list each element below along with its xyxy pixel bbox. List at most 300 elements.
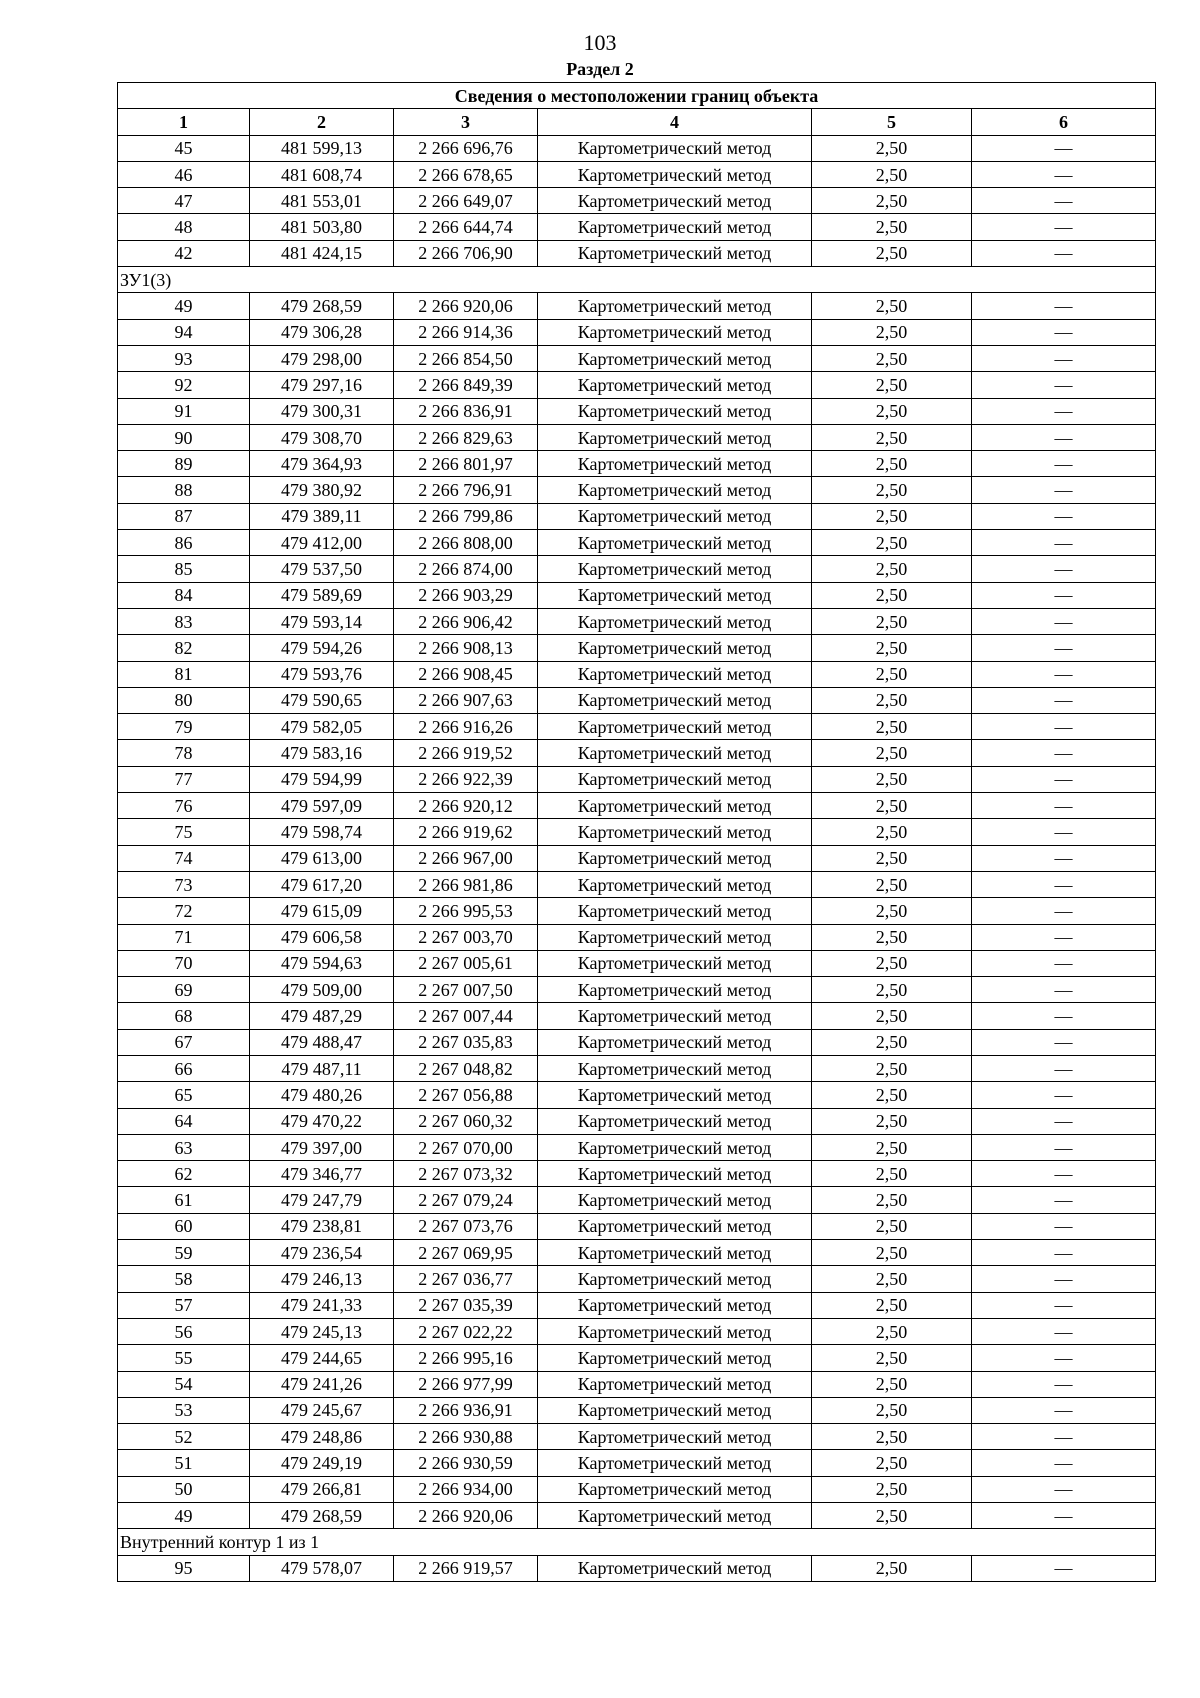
accuracy-cell: 2,50	[812, 556, 972, 582]
table-row	[118, 1187, 1156, 1213]
accuracy-cell: 2,50	[812, 1397, 972, 1423]
method-cell: Картометрический метод	[538, 1108, 812, 1134]
table-row	[118, 451, 1156, 477]
x-coordinate-cell: 479 241,33	[250, 1292, 394, 1318]
method-cell: Картометрический метод	[538, 451, 812, 477]
table-row	[118, 240, 1156, 266]
point-number-cell: 46	[118, 161, 250, 187]
y-coordinate-cell: 2 266 836,91	[394, 398, 538, 424]
x-coordinate-cell: 481 553,01	[250, 188, 394, 214]
accuracy-cell: 2,50	[812, 530, 972, 556]
method-cell: Картометрический метод	[538, 1240, 812, 1266]
y-coordinate-cell: 2 266 919,52	[394, 740, 538, 766]
accuracy-cell: 2,50	[812, 1318, 972, 1344]
x-coordinate-cell: 479 397,00	[250, 1134, 394, 1160]
note-cell: —	[972, 451, 1156, 477]
y-coordinate-cell: 2 267 005,61	[394, 950, 538, 976]
method-cell: Картометрический метод	[538, 793, 812, 819]
table-row	[118, 1213, 1156, 1239]
table-row	[118, 1450, 1156, 1476]
table-row	[118, 188, 1156, 214]
table-row	[118, 1397, 1156, 1423]
table-row	[118, 687, 1156, 713]
accuracy-cell: 2,50	[812, 1082, 972, 1108]
accuracy-cell: 2,50	[812, 1003, 972, 1029]
method-cell: Картометрический метод	[538, 530, 812, 556]
x-coordinate-cell: 479 590,65	[250, 687, 394, 713]
group-label: ЗУ1(3)	[118, 267, 1156, 293]
x-coordinate-cell: 479 594,99	[250, 766, 394, 792]
note-cell: —	[972, 188, 1156, 214]
table-row	[118, 1108, 1156, 1134]
x-coordinate-cell: 479 346,77	[250, 1161, 394, 1187]
note-cell: —	[972, 345, 1156, 371]
note-cell: —	[972, 740, 1156, 766]
note-cell: —	[972, 1003, 1156, 1029]
point-number-cell: 50	[118, 1476, 250, 1502]
table-row	[118, 1292, 1156, 1318]
point-number-cell: 89	[118, 451, 250, 477]
table-row	[118, 845, 1156, 871]
note-cell: —	[972, 1476, 1156, 1502]
table-row	[118, 1266, 1156, 1292]
y-coordinate-cell: 2 267 070,00	[394, 1134, 538, 1160]
point-number-cell: 49	[118, 1503, 250, 1529]
note-cell: —	[972, 871, 1156, 897]
method-cell: Картометрический метод	[538, 240, 812, 266]
note-cell: —	[972, 1082, 1156, 1108]
accuracy-cell: 2,50	[812, 819, 972, 845]
note-cell: —	[972, 793, 1156, 819]
method-cell: Картометрический метод	[538, 372, 812, 398]
section-title: Раздел 2	[566, 59, 634, 79]
column-header: 6	[972, 109, 1156, 135]
table-row	[118, 898, 1156, 924]
note-cell: —	[972, 1503, 1156, 1529]
method-cell: Картометрический метод	[538, 1450, 812, 1476]
method-cell: Картометрический метод	[538, 1134, 812, 1160]
x-coordinate-cell: 479 480,26	[250, 1082, 394, 1108]
method-cell: Картометрический метод	[538, 608, 812, 634]
point-number-cell: 49	[118, 293, 250, 319]
accuracy-cell: 2,50	[812, 871, 972, 897]
y-coordinate-cell: 2 266 967,00	[394, 845, 538, 871]
table-row	[118, 214, 1156, 240]
x-coordinate-cell: 479 297,16	[250, 372, 394, 398]
note-cell: —	[972, 582, 1156, 608]
x-coordinate-cell: 479 238,81	[250, 1213, 394, 1239]
table-row	[118, 135, 1156, 161]
point-number-cell: 57	[118, 1292, 250, 1318]
table-row	[118, 1318, 1156, 1344]
y-coordinate-cell: 2 266 907,63	[394, 687, 538, 713]
point-number-cell: 70	[118, 950, 250, 976]
point-number-cell: 85	[118, 556, 250, 582]
point-number-cell: 51	[118, 1450, 250, 1476]
note-cell: —	[972, 977, 1156, 1003]
point-number-cell: 62	[118, 1161, 250, 1187]
y-coordinate-cell: 2 266 919,62	[394, 819, 538, 845]
point-number-cell: 83	[118, 608, 250, 634]
note-cell: —	[972, 1240, 1156, 1266]
point-number-cell: 59	[118, 1240, 250, 1266]
point-number-cell: 81	[118, 661, 250, 687]
accuracy-cell: 2,50	[812, 898, 972, 924]
point-number-cell: 55	[118, 1345, 250, 1371]
table-row	[118, 556, 1156, 582]
point-number-cell: 77	[118, 766, 250, 792]
method-cell: Картометрический метод	[538, 898, 812, 924]
accuracy-cell: 2,50	[812, 214, 972, 240]
accuracy-cell: 2,50	[812, 1503, 972, 1529]
method-cell: Картометрический метод	[538, 477, 812, 503]
table-row	[118, 740, 1156, 766]
accuracy-cell: 2,50	[812, 687, 972, 713]
method-cell: Картометрический метод	[538, 293, 812, 319]
accuracy-cell: 2,50	[812, 503, 972, 529]
method-cell: Картометрический метод	[538, 1266, 812, 1292]
y-coordinate-cell: 2 266 829,63	[394, 424, 538, 450]
x-coordinate-cell: 479 246,13	[250, 1266, 394, 1292]
point-number-cell: 52	[118, 1424, 250, 1450]
point-number-cell: 93	[118, 345, 250, 371]
point-number-cell: 86	[118, 530, 250, 556]
table-row	[118, 1082, 1156, 1108]
accuracy-cell: 2,50	[812, 714, 972, 740]
table-row	[118, 530, 1156, 556]
note-cell: —	[972, 135, 1156, 161]
y-coordinate-cell: 2 266 995,53	[394, 898, 538, 924]
x-coordinate-cell: 479 268,59	[250, 293, 394, 319]
accuracy-cell: 2,50	[812, 766, 972, 792]
point-number-cell: 78	[118, 740, 250, 766]
note-cell: —	[972, 1450, 1156, 1476]
method-cell: Картометрический метод	[538, 345, 812, 371]
y-coordinate-cell: 2 267 073,32	[394, 1161, 538, 1187]
accuracy-cell: 2,50	[812, 240, 972, 266]
table-row	[118, 161, 1156, 187]
point-number-cell: 84	[118, 582, 250, 608]
method-cell: Картометрический метод	[538, 556, 812, 582]
accuracy-cell: 2,50	[812, 1266, 972, 1292]
accuracy-cell: 2,50	[812, 188, 972, 214]
accuracy-cell: 2,50	[812, 1187, 972, 1213]
table-row	[118, 1161, 1156, 1187]
method-cell: Картометрический метод	[538, 319, 812, 345]
y-coordinate-cell: 2 266 916,26	[394, 714, 538, 740]
x-coordinate-cell: 479 389,11	[250, 503, 394, 529]
note-cell: —	[972, 398, 1156, 424]
accuracy-cell: 2,50	[812, 345, 972, 371]
accuracy-cell: 2,50	[812, 424, 972, 450]
accuracy-cell: 2,50	[812, 950, 972, 976]
x-coordinate-cell: 479 578,07	[250, 1555, 394, 1581]
note-cell: —	[972, 530, 1156, 556]
x-coordinate-cell: 479 582,05	[250, 714, 394, 740]
method-cell: Картометрический метод	[538, 924, 812, 950]
method-cell: Картометрический метод	[538, 740, 812, 766]
table-row	[118, 766, 1156, 792]
accuracy-cell: 2,50	[812, 1292, 972, 1318]
point-number-cell: 42	[118, 240, 250, 266]
table-row	[118, 1345, 1156, 1371]
accuracy-cell: 2,50	[812, 1029, 972, 1055]
table-row	[118, 1555, 1156, 1581]
note-cell: —	[972, 1134, 1156, 1160]
method-cell: Картометрический метод	[538, 1503, 812, 1529]
point-number-cell: 71	[118, 924, 250, 950]
method-cell: Картометрический метод	[538, 1292, 812, 1318]
y-coordinate-cell: 2 266 874,00	[394, 556, 538, 582]
point-number-cell: 56	[118, 1318, 250, 1344]
accuracy-cell: 2,50	[812, 451, 972, 477]
table-row	[118, 793, 1156, 819]
method-cell: Картометрический метод	[538, 1476, 812, 1502]
y-coordinate-cell: 2 266 678,65	[394, 161, 538, 187]
note-cell: —	[972, 819, 1156, 845]
point-number-cell: 82	[118, 635, 250, 661]
accuracy-cell: 2,50	[812, 1450, 972, 1476]
note-cell: —	[972, 240, 1156, 266]
table-row	[118, 1424, 1156, 1450]
x-coordinate-cell: 479 380,92	[250, 477, 394, 503]
table-row	[118, 1503, 1156, 1529]
x-coordinate-cell: 481 608,74	[250, 161, 394, 187]
table-row	[118, 1055, 1156, 1081]
x-coordinate-cell: 479 268,59	[250, 1503, 394, 1529]
accuracy-cell: 2,50	[812, 398, 972, 424]
group-label: Внутренний контур 1 из 1	[118, 1529, 1156, 1555]
accuracy-cell: 2,50	[812, 319, 972, 345]
point-number-cell: 65	[118, 1082, 250, 1108]
x-coordinate-cell: 479 247,79	[250, 1187, 394, 1213]
point-number-cell: 90	[118, 424, 250, 450]
method-cell: Картометрический метод	[538, 766, 812, 792]
y-coordinate-cell: 2 266 644,74	[394, 214, 538, 240]
x-coordinate-cell: 479 583,16	[250, 740, 394, 766]
method-cell: Картометрический метод	[538, 687, 812, 713]
x-coordinate-cell: 481 503,80	[250, 214, 394, 240]
point-number-cell: 67	[118, 1029, 250, 1055]
x-coordinate-cell: 479 244,65	[250, 1345, 394, 1371]
x-coordinate-cell: 479 266,81	[250, 1476, 394, 1502]
y-coordinate-cell: 2 266 995,16	[394, 1345, 538, 1371]
y-coordinate-cell: 2 266 977,99	[394, 1371, 538, 1397]
y-coordinate-cell: 2 266 706,90	[394, 240, 538, 266]
method-cell: Картометрический метод	[538, 819, 812, 845]
point-number-cell: 48	[118, 214, 250, 240]
y-coordinate-cell: 2 266 808,00	[394, 530, 538, 556]
y-coordinate-cell: 2 266 919,57	[394, 1555, 538, 1581]
method-cell: Картометрический метод	[538, 661, 812, 687]
y-coordinate-cell: 2 267 048,82	[394, 1055, 538, 1081]
x-coordinate-cell: 479 598,74	[250, 819, 394, 845]
table-row	[118, 635, 1156, 661]
y-coordinate-cell: 2 266 930,88	[394, 1424, 538, 1450]
point-number-cell: 64	[118, 1108, 250, 1134]
accuracy-cell: 2,50	[812, 1134, 972, 1160]
method-cell: Картометрический метод	[538, 398, 812, 424]
y-coordinate-cell: 2 267 056,88	[394, 1082, 538, 1108]
y-coordinate-cell: 2 267 036,77	[394, 1266, 538, 1292]
column-header: 1	[118, 109, 250, 135]
method-cell: Картометрический метод	[538, 582, 812, 608]
table-row	[118, 345, 1156, 371]
note-cell: —	[972, 1187, 1156, 1213]
y-coordinate-cell: 2 267 022,22	[394, 1318, 538, 1344]
y-coordinate-cell: 2 267 007,44	[394, 1003, 538, 1029]
y-coordinate-cell: 2 267 007,50	[394, 977, 538, 1003]
x-coordinate-cell: 479 589,69	[250, 582, 394, 608]
y-coordinate-cell: 2 267 060,32	[394, 1108, 538, 1134]
method-cell: Картометрический метод	[538, 1345, 812, 1371]
column-header-row	[118, 109, 1156, 135]
table-row	[118, 582, 1156, 608]
table-caption-row	[118, 83, 1156, 109]
point-number-cell: 87	[118, 503, 250, 529]
accuracy-cell: 2,50	[812, 477, 972, 503]
note-cell: —	[972, 319, 1156, 345]
accuracy-cell: 2,50	[812, 1476, 972, 1502]
point-number-cell: 66	[118, 1055, 250, 1081]
point-number-cell: 47	[118, 188, 250, 214]
method-cell: Картометрический метод	[538, 214, 812, 240]
table-row	[118, 661, 1156, 687]
note-cell: —	[972, 477, 1156, 503]
table-row	[118, 924, 1156, 950]
accuracy-cell: 2,50	[812, 661, 972, 687]
method-cell: Картометрический метод	[538, 845, 812, 871]
note-cell: —	[972, 1345, 1156, 1371]
table-row	[118, 608, 1156, 634]
column-header: 5	[812, 109, 972, 135]
x-coordinate-cell: 479 236,54	[250, 1240, 394, 1266]
accuracy-cell: 2,50	[812, 582, 972, 608]
table-row	[118, 503, 1156, 529]
x-coordinate-cell: 479 248,86	[250, 1424, 394, 1450]
note-cell: —	[972, 424, 1156, 450]
note-cell: —	[972, 1213, 1156, 1239]
y-coordinate-cell: 2 266 696,76	[394, 135, 538, 161]
method-cell: Картометрический метод	[538, 1397, 812, 1423]
accuracy-cell: 2,50	[812, 608, 972, 634]
point-number-cell: 74	[118, 845, 250, 871]
table-row	[118, 477, 1156, 503]
y-coordinate-cell: 2 266 930,59	[394, 1450, 538, 1476]
table-row	[118, 1476, 1156, 1502]
y-coordinate-cell: 2 266 920,06	[394, 293, 538, 319]
accuracy-cell: 2,50	[812, 1213, 972, 1239]
y-coordinate-cell: 2 266 922,39	[394, 766, 538, 792]
method-cell: Картометрический метод	[538, 1161, 812, 1187]
note-cell: —	[972, 214, 1156, 240]
y-coordinate-cell: 2 266 908,45	[394, 661, 538, 687]
x-coordinate-cell: 479 537,50	[250, 556, 394, 582]
table-row	[118, 1371, 1156, 1397]
method-cell: Картометрический метод	[538, 1555, 812, 1581]
y-coordinate-cell: 2 266 854,50	[394, 345, 538, 371]
x-coordinate-cell: 479 593,76	[250, 661, 394, 687]
x-coordinate-cell: 479 594,26	[250, 635, 394, 661]
method-cell: Картометрический метод	[538, 871, 812, 897]
x-coordinate-cell: 479 615,09	[250, 898, 394, 924]
y-coordinate-cell: 2 266 920,12	[394, 793, 538, 819]
accuracy-cell: 2,50	[812, 793, 972, 819]
point-number-cell: 94	[118, 319, 250, 345]
x-coordinate-cell: 479 306,28	[250, 319, 394, 345]
y-coordinate-cell: 2 266 903,29	[394, 582, 538, 608]
note-cell: —	[972, 1555, 1156, 1581]
method-cell: Картометрический метод	[538, 635, 812, 661]
method-cell: Картометрический метод	[538, 1371, 812, 1397]
x-coordinate-cell: 479 613,00	[250, 845, 394, 871]
method-cell: Картометрический метод	[538, 1055, 812, 1081]
point-number-cell: 95	[118, 1555, 250, 1581]
x-coordinate-cell: 479 470,22	[250, 1108, 394, 1134]
table-row	[118, 714, 1156, 740]
y-coordinate-cell: 2 266 906,42	[394, 608, 538, 634]
y-coordinate-cell: 2 266 936,91	[394, 1397, 538, 1423]
x-coordinate-cell: 479 412,00	[250, 530, 394, 556]
note-cell: —	[972, 898, 1156, 924]
y-coordinate-cell: 2 266 799,86	[394, 503, 538, 529]
accuracy-cell: 2,50	[812, 977, 972, 1003]
group-row	[118, 267, 1156, 293]
method-cell: Картометрический метод	[538, 714, 812, 740]
accuracy-cell: 2,50	[812, 1161, 972, 1187]
x-coordinate-cell: 479 364,93	[250, 451, 394, 477]
y-coordinate-cell: 2 267 035,39	[394, 1292, 538, 1318]
note-cell: —	[972, 661, 1156, 687]
method-cell: Картометрический метод	[538, 1318, 812, 1344]
point-number-cell: 88	[118, 477, 250, 503]
method-cell: Картометрический метод	[538, 1187, 812, 1213]
y-coordinate-cell: 2 266 849,39	[394, 372, 538, 398]
group-row	[118, 1529, 1156, 1555]
y-coordinate-cell: 2 266 801,97	[394, 451, 538, 477]
y-coordinate-cell: 2 266 908,13	[394, 635, 538, 661]
column-header: 3	[394, 109, 538, 135]
table-row	[118, 1029, 1156, 1055]
point-number-cell: 68	[118, 1003, 250, 1029]
x-coordinate-cell: 479 594,63	[250, 950, 394, 976]
x-coordinate-cell: 479 241,26	[250, 1371, 394, 1397]
table-row	[118, 977, 1156, 1003]
method-cell: Картометрический метод	[538, 161, 812, 187]
note-cell: —	[972, 556, 1156, 582]
y-coordinate-cell: 2 266 981,86	[394, 871, 538, 897]
table-row	[118, 398, 1156, 424]
method-cell: Картометрический метод	[538, 950, 812, 976]
point-number-cell: 91	[118, 398, 250, 424]
y-coordinate-cell: 2 266 920,06	[394, 1503, 538, 1529]
y-coordinate-cell: 2 267 003,70	[394, 924, 538, 950]
note-cell: —	[972, 1424, 1156, 1450]
table-body	[118, 135, 1156, 1581]
x-coordinate-cell: 479 249,19	[250, 1450, 394, 1476]
accuracy-cell: 2,50	[812, 1108, 972, 1134]
x-coordinate-cell: 479 300,31	[250, 398, 394, 424]
x-coordinate-cell: 479 606,58	[250, 924, 394, 950]
table-row	[118, 819, 1156, 845]
accuracy-cell: 2,50	[812, 845, 972, 871]
note-cell: —	[972, 1397, 1156, 1423]
method-cell: Картометрический метод	[538, 503, 812, 529]
y-coordinate-cell: 2 266 934,00	[394, 1476, 538, 1502]
point-number-cell: 45	[118, 135, 250, 161]
note-cell: —	[972, 1161, 1156, 1187]
note-cell: —	[972, 1318, 1156, 1344]
